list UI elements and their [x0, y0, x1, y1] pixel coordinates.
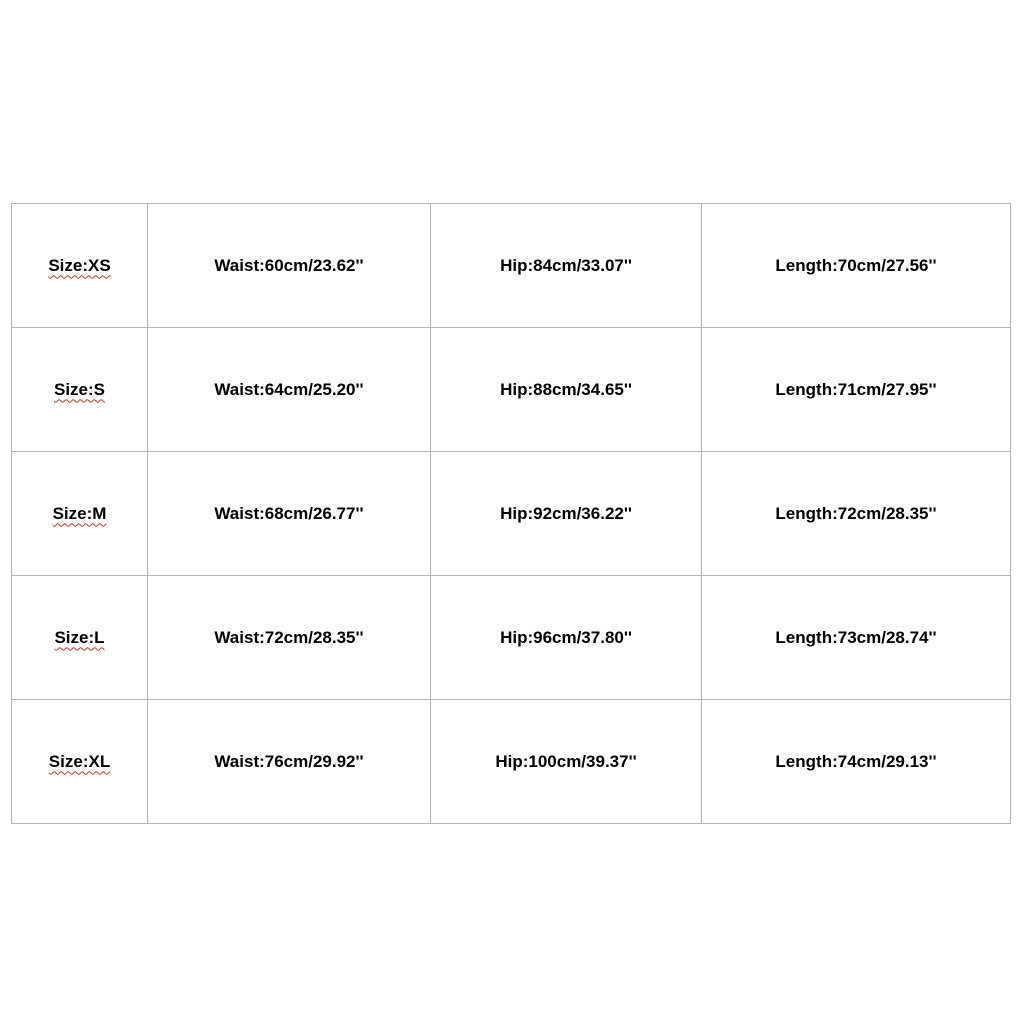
length-cell: Length:72cm/28.35'' [702, 452, 1011, 576]
size-cell [12, 700, 148, 824]
size-label: Size:M [52, 503, 107, 523]
length-cell: Length:71cm/27.95'' [702, 328, 1011, 452]
waist-cell: Waist:64cm/25.20'' [148, 328, 431, 452]
length-cell: Length:70cm/27.56'' [702, 204, 1011, 328]
waist-cell: Waist:68cm/26.77'' [148, 452, 431, 576]
table-row [12, 328, 1011, 452]
size-cell [12, 204, 148, 328]
length-cell: Length:73cm/28.74'' [702, 576, 1011, 700]
size-cell [12, 576, 148, 700]
size-cell [12, 452, 148, 576]
size-label: Size:XL [48, 751, 111, 771]
size-label: Size:S [53, 379, 106, 399]
hip-cell: Hip:92cm/36.22'' [431, 452, 702, 576]
length-cell: Length:74cm/29.13'' [702, 700, 1011, 824]
waist-cell: Waist:60cm/23.62'' [148, 204, 431, 328]
waist-cell: Waist:76cm/29.92'' [148, 700, 431, 824]
table-row [12, 700, 1011, 824]
table-row [12, 204, 1011, 328]
hip-cell: Hip:100cm/39.37'' [431, 700, 702, 824]
size-label: Size:L [54, 627, 105, 647]
hip-cell: Hip:84cm/33.07'' [431, 204, 702, 328]
size-label: Size:XS [48, 255, 111, 275]
table-row [12, 452, 1011, 576]
size-chart-table [11, 203, 1011, 824]
hip-cell: Hip:96cm/37.80'' [431, 576, 702, 700]
waist-cell: Waist:72cm/28.35'' [148, 576, 431, 700]
size-cell [12, 328, 148, 452]
table-row [12, 576, 1011, 700]
hip-cell: Hip:88cm/34.65'' [431, 328, 702, 452]
